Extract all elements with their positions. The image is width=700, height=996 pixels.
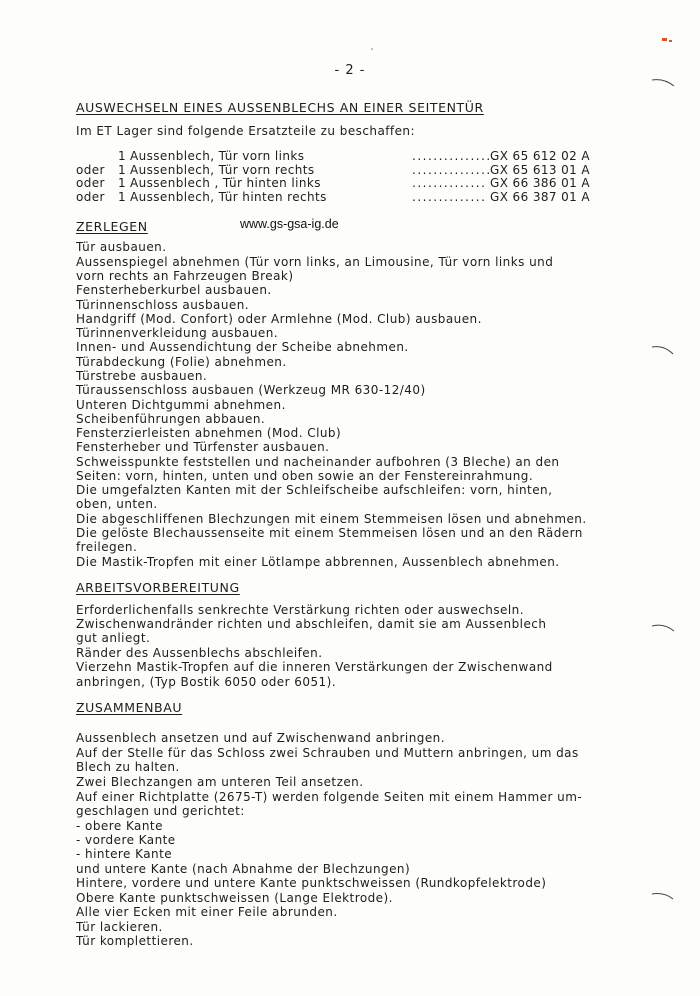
text-line: Auf der Stelle für das Schloss zwei Schrauben und Muttern anbringen, um das <box>76 746 579 760</box>
text-line: Zwischenwandränder richten und abschleifen, damit sie am Aussenblech <box>76 617 547 631</box>
text-line: gut anliegt. <box>76 631 151 645</box>
text-line: Tür ausbauen. <box>76 240 167 254</box>
text-line: Aussenblech ansetzen und auf Zwischenwand anbringen. <box>76 731 445 745</box>
parts-leader-dots: .............. <box>412 176 487 190</box>
parts-leader-dots: .............. <box>412 189 487 204</box>
text-line: und untere Kante (nach Abnahme der Blechzungen) <box>76 862 411 876</box>
text-line: anbringen, (Typ Bostik 6050 oder 6051). <box>76 675 337 689</box>
section-heading-assembly: ZUSAMMENBAU <box>76 700 183 715</box>
text-line: Scheibenführungen abbauen. <box>76 412 266 426</box>
parts-qty: 1 <box>118 189 127 204</box>
text-line: Zwei Blechzangen am unteren Teil ansetzen. <box>76 775 364 789</box>
text-line: Türabdeckung (Folie) abnehmen. <box>76 355 287 369</box>
parts-qty: 1 <box>118 176 127 190</box>
text-line: Türinnenverkleidung ausbauen. <box>76 326 279 340</box>
text-line: Hintere, vordere und untere Kante punktschweissen (Rundkopfelektrode) <box>76 876 547 890</box>
text-line: - hintere Kante <box>76 847 173 861</box>
parts-desc: Aussenblech, Tür hinten rechts <box>130 189 327 204</box>
section-heading-replace-outer-panel: AUSWECHSELN EINES AUSSENBLECHS AN EINER SEITENTÜR <box>76 100 484 115</box>
text-line: Obere Kante punktschweissen (Lange Elektrode). <box>76 891 393 905</box>
text-line: Die abgeschliffenen Blechzungen mit einem Stemmeisen lösen und abnehmen. <box>76 512 587 526</box>
text-line: oben, unten. <box>76 497 158 511</box>
text-line: Schweisspunkte feststellen und nacheinander aufbohren (3 Bleche) an den <box>76 455 560 469</box>
text-line: vorn rechts an Fahrzeugen Break) <box>76 269 294 283</box>
text-line: freilegen. <box>76 540 138 554</box>
parts-leader-dots: ............... <box>412 162 492 177</box>
text-line: Vierzehn Mastik-Tropfen auf die inneren Verstärkungen der Zwischenwand <box>76 660 553 674</box>
text-line: Seiten: vorn, hinten, unten und oben sowie an der Fenstereinrahmung. <box>76 469 534 483</box>
text-line: Fensterheber und Türfenster ausbauen. <box>76 440 330 454</box>
text-line: Die umgefalzten Kanten mit der Schleifscheibe aufschleifen: vorn, hinten, <box>76 483 553 497</box>
text-line: Tür lackieren. <box>76 920 163 934</box>
page-number: - 2 - <box>334 63 366 78</box>
text-line: Türstrebe ausbauen. <box>76 369 208 383</box>
intro-text: Im ET Lager sind folgende Ersatzteile zu beschaffen: <box>76 124 415 138</box>
parts-qty: 1 <box>118 162 127 177</box>
text-line: Blech zu halten. <box>76 760 180 774</box>
text-line: Erforderlichenfalls senkrechte Verstärkung richten oder auswechseln. <box>76 603 524 617</box>
text-line: Die gelöste Blechaussenseite mit einem Stemmeisen lösen und an den Rädern <box>76 526 583 540</box>
text-line: Alle vier Ecken mit einer Feile abrunden. <box>76 905 338 919</box>
parts-prefix: oder <box>76 189 105 204</box>
text-line: geschlagen und gerichtet: <box>76 804 245 818</box>
parts-qty: 1 <box>118 149 127 163</box>
part-number: GX 65 613 01 A <box>490 162 591 177</box>
website-watermark: www.gs-gsa-ig.de <box>240 217 339 231</box>
parts-desc: Aussenblech, Tür vorn links <box>130 149 305 163</box>
section-heading-disassembly: ZERLEGEN <box>76 219 148 234</box>
parts-prefix: oder <box>76 162 105 177</box>
parts-leader-dots: ................ <box>412 149 498 163</box>
text-line: - obere Kante <box>76 819 163 833</box>
parts-prefix: oder <box>76 176 105 190</box>
text-line: Türaussenschloss ausbauen (Werkzeug MR 630-12/40) <box>76 383 426 397</box>
parts-desc: Aussenblech, Tür vorn rechts <box>130 162 315 177</box>
part-number: GX 66 386 01 A <box>490 176 591 190</box>
text-line: Innen- und Aussendichtung der Scheibe abnehmen. <box>76 340 409 354</box>
text-line: Die Mastik-Tropfen mit einer Lötlampe abbrennen, Aussenblech abnehmen. <box>76 555 560 569</box>
text-line: Handgriff (Mod. Confort) oder Armlehne (Mod. Club) ausbauen. <box>76 312 482 326</box>
text-line: Ränder des Aussenblechs abschleifen. <box>76 646 323 660</box>
text-line: Fensterheberkurbel ausbauen. <box>76 283 272 297</box>
parts-desc: Aussenblech , Tür hinten links <box>130 176 321 190</box>
text-line: Unteren Dichtgummi abnehmen. <box>76 398 286 412</box>
text-line: Tür komplettieren. <box>76 934 194 948</box>
part-number: GX 66 387 01 A <box>490 189 591 204</box>
text-line: - vordere Kante <box>76 833 176 847</box>
section-heading-preparation: ARBEITSVORBEREITUNG <box>76 580 240 595</box>
text-line: Türinnenschloss ausbauen. <box>76 298 250 312</box>
text-line: Aussenspiegel abnehmen (Tür vorn links, an Limousine, Tür vorn links und <box>76 255 554 269</box>
part-number: GX 65 612 02 A <box>490 149 591 163</box>
text-line: Auf einer Richtplatte (2675-T) werden folgende Seiten mit einem Hammer um- <box>76 790 583 804</box>
text-line: Fensterzierleisten abnehmen (Mod. Club) <box>76 426 342 440</box>
